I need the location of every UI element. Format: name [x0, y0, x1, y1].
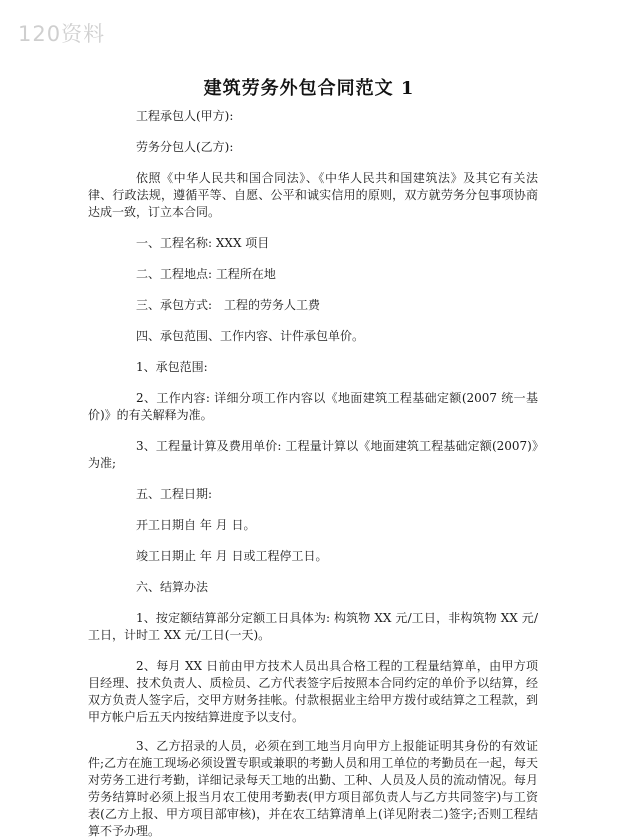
- document-title: 建筑劳务外包合同范文 1: [203, 78, 415, 99]
- paragraph-party-b: 劳务分包人(乙方):: [136, 140, 234, 154]
- paragraph-start-date: 开工日期自 年 月 日。: [136, 518, 256, 532]
- paragraph-attendance: 3、乙方招录的人员，必须在到工地当月向甲方上报能证明其身份的有效证件;乙方在施工现场必须设置专职或兼职的考勤人员和用工单位的考勤员在一起，每天对劳务工进行考勤，详细记录每天工地的出勤、工种、人员及人员的流动情况。每月劳务结算时必须上报当月农工使用考勤表(甲方项目部负责人与乙方共同签字)与工资表(乙方上报、甲方项目部审核)，并在农工结算清单上(详见附表二)签字;否则工程结算不予办理。: [88, 739, 538, 838]
- paragraph-contract-method: 三、承包方式: 工程的劳务人工费: [136, 298, 321, 312]
- paragraph-project-location: 二、工程地点: 工程所在地: [136, 267, 276, 281]
- paragraph-scope: 1、承包范围:: [136, 360, 208, 374]
- paragraph-monthly-settlement: 2、每月 XX 日前由甲方技术人员出具合格工程的工程量结算单，由甲方项目经理、技术负责人、质检员、乙方代表签字后按照本合同约定的单价予以结算，经双方负责人签字后，交甲方财务挂帐。付款根据业主给甲方拨付或结算之工程款，到甲方帐户后五天内按结算进度予以支付。: [88, 659, 538, 724]
- paragraph-completion-date: 竣工日期止 年 月 日或工程停工日。: [136, 549, 328, 563]
- document-body: [88, 108, 538, 840]
- paragraph-schedule-heading: 五、工程日期:: [136, 487, 213, 501]
- paragraph-project-name: 一、工程名称: XXX 项目: [136, 236, 270, 250]
- paragraph-party-a: 工程承包人(甲方):: [136, 109, 234, 123]
- paragraph-scope-heading: 四、承包范围、工作内容、计件承包单价。: [136, 329, 365, 343]
- watermark: 120资料: [18, 22, 106, 46]
- paragraph-settlement-heading: 六、结算办法: [136, 580, 209, 594]
- paragraph-work-content: 2、工作内容: 详细分项工作内容以《地面建筑工程基础定额(2007 统一基价)》的有关解释为准。: [88, 391, 538, 422]
- paragraph-quantity-pricing: 3、工程量计算及费用单价: 工程量计算以《地面建筑工程基础定额(2007)》为准;: [88, 439, 538, 470]
- paragraph-preamble: 依照《中华人民共和国合同法》、《中华人民共和国建筑法》及其它有关法律、行政法规，遵循平等、自愿、公平和诚实信用的原则，双方就劳务分包事项协商达成一致，订立本合同。: [88, 171, 538, 219]
- paragraph-settlement-rate: 1、按定额结算部分定额工日具体为: 构筑物 XX 元/工日，非构筑物 XX 元/工日，计时工 XX 元/工日(一天)。: [88, 611, 538, 642]
